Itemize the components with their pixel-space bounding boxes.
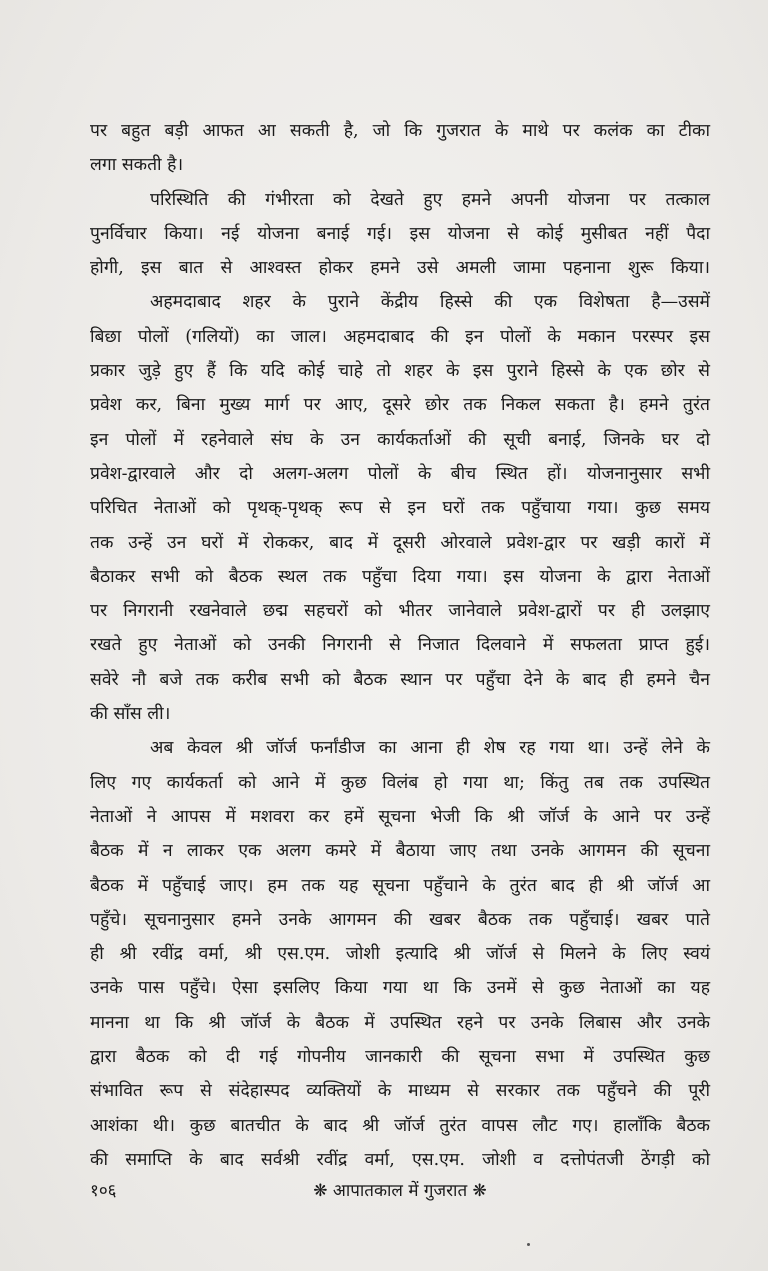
text-line: अब केवल श्री जॉर्ज फर्नांडीज का आना ही शेष रह गया था। उन्हें लेने के bbox=[150, 738, 710, 759]
text-line: पर निगरानी रखनेवाले छद्म सहचरों को भीतर जानेवाले प्रवेश-द्वारों पर ही उलझाए bbox=[90, 601, 710, 622]
running-head: ❋ आपातकाल में गुजरात ❋ bbox=[313, 1181, 487, 1201]
text-line: प्रवेश-द्वारवाले और दो अलग-अलग पोलों के बीच स्थित हों। योजनानुसार सभी bbox=[90, 463, 710, 484]
text-line: पर बहुत बड़ी आफत आ सकती है, जो कि गुजरात के माथे पर कलंक का टीका bbox=[90, 121, 710, 141]
text-line: पहुँचे। सूचनानुसार हमने उनके आगमन की खबर बैठक तक पहुँचाई। खबर पाते bbox=[90, 909, 710, 930]
text-line: तक उन्हें उन घरों में रोककर, बाद में दूसरी ओरवाले प्रवेश-द्वार पर खड़ी कारों में bbox=[90, 532, 710, 553]
text-line: रखते हुए नेताओं को उनकी निगरानी से निजात दिलवाने में सफलता प्राप्त हुई। bbox=[90, 635, 710, 656]
text-line: आशंका थी। कुछ बातचीत के बाद श्री जॉर्ज तुरंत वापस लौट गए। हालाँकि बैठक bbox=[90, 1115, 710, 1136]
text-line: प्रकार जुड़े हुए हैं कि यदि कोई चाहे तो शहर के इस पुराने हिस्से के एक छोर से bbox=[90, 361, 710, 382]
paper-speck bbox=[527, 1243, 530, 1246]
text-line: ही श्री रवींद्र वर्मा, श्री एस.एम. जोशी इत्यादि श्री जॉर्ज से मिलने के लिए स्वयं bbox=[90, 944, 710, 965]
text-line: पुनर्विचार किया। नई योजना बनाई गई। इस योजना से कोई मुसीबत नहीं पैदा bbox=[90, 223, 710, 244]
text-line: लगा सकती है। bbox=[90, 155, 184, 176]
text-line: अहमदाबाद शहर के पुराने केंद्रीय हिस्से की एक विशेषता है—उसमें bbox=[150, 292, 710, 313]
page-footer bbox=[90, 1178, 710, 1202]
text-line: की साँस ली। bbox=[90, 704, 171, 725]
text-line: बैठाकर सभी को बैठक स्थल तक पहुँचा दिया गया। इस योजना के द्वारा नेताओं bbox=[90, 566, 710, 587]
text-line: संभावित रूप से संदेहास्पद व्यक्तियों के माध्यम से सरकार तक पहुँचने की पूरी bbox=[90, 1081, 710, 1102]
text-line: प्रवेश कर, बिना मुख्य मार्ग पर आए, दूसरे छोर तक निकल सकता है। हमने तुरंत bbox=[90, 395, 710, 416]
text-line: उनके पास पहुँचे। ऐसा इसलिए किया गया था कि उनमें से कुछ नेताओं का यह bbox=[90, 978, 710, 999]
text-line: इन पोलों में रहनेवाले संघ के उन कार्यकर्ताओं की सूची बनाई, जिनके घर दो bbox=[90, 429, 710, 450]
text-line: सवेरे नौ बजे तक करीब सभी को बैठक स्थान पर पहुँचा देने के बाद ही हमने चैन bbox=[90, 669, 710, 690]
text-line: बिछा पोलों (गलियों) का जाल। अहमदाबाद की इन पोलों के मकान परस्पर इस bbox=[90, 326, 710, 347]
text-line: बैठक में पहुँचाई जाए। हम तक यह सूचना पहुँचाने के तुरंत बाद ही श्री जॉर्ज आ bbox=[90, 875, 710, 896]
text-line: परिस्थिति की गंभीरता को देखते हुए हमने अपनी योजना पर तत्काल bbox=[150, 189, 710, 210]
text-line: लिए गए कार्यकर्ता को आने में कुछ विलंब हो गया था; किंतु तब तक उपस्थित bbox=[90, 772, 710, 793]
text-line: नेताओं ने आपस में मशवरा कर हमें सूचना भेजी कि श्री जॉर्ज के आने पर उन्हें bbox=[90, 806, 710, 827]
body-text bbox=[90, 114, 710, 1177]
text-line: बैठक में न लाकर एक अलग कमरे में बैठाया जाए तथा उनके आगमन की सूचना bbox=[90, 841, 710, 862]
text-line: मानना था कि श्री जॉर्ज के बैठक में उपस्थित रहने पर उनके लिबास और उनके bbox=[90, 1012, 710, 1033]
text-line: द्वारा बैठक को दी गई गोपनीय जानकारी की सूचना सभा में उपस्थित कुछ bbox=[90, 1047, 710, 1068]
text-line: की समाप्ति के बाद सर्वश्री रवींद्र वर्मा, एस.एम. जोशी व दत्तोपंतजी ठेंगड़ी को bbox=[90, 1149, 710, 1170]
text-line: होगी, इस बात से आश्वस्त होकर हमने उसे अमली जामा पहनाना शुरू किया। bbox=[90, 258, 710, 279]
page-number: १०६ bbox=[90, 1181, 117, 1201]
text-line: परिचित नेताओं को पृथक्-पृथक् रूप से इन घरों तक पहुँचाया गया। कुछ समय bbox=[90, 498, 710, 519]
